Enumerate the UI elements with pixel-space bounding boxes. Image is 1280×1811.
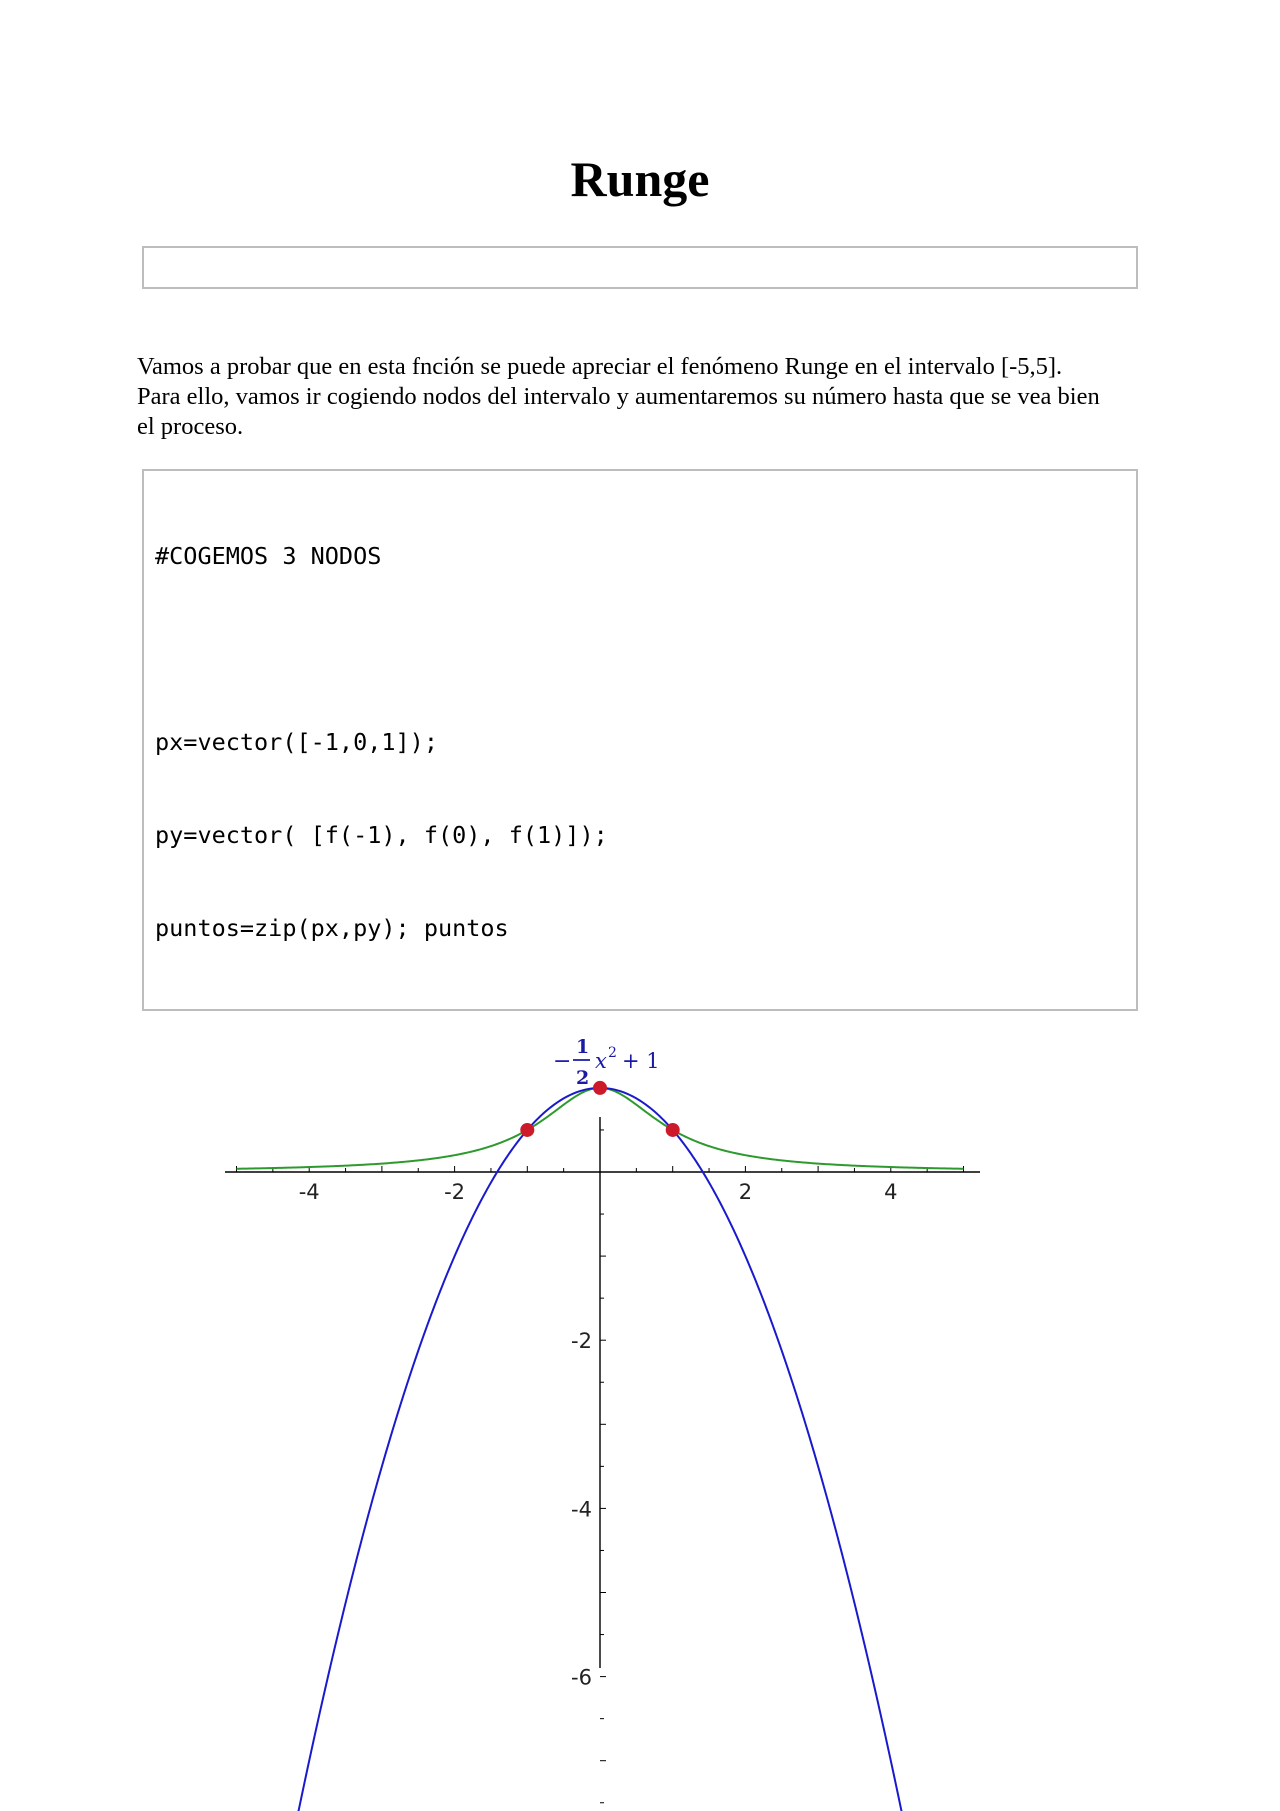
formula-exponent: 2 [608,1045,617,1061]
formula-numerator: 1 [576,1036,590,1058]
x-tick-label: 4 [884,1180,898,1204]
formula-denominator: 2 [576,1067,590,1089]
paragraph-line: Vamos a probar que en esta fnción se puede apreciar el fenómeno Runge en el intervalo [-5,5]. [137,353,1063,380]
paragraph-line: Para ello, vamos ir cogiendo nodos del intervalo y aumentaremos su número hasta que se vea bien [137,383,1100,410]
formula-tail: + 1 [622,1049,660,1073]
code-line: puntos=zip(px,py); puntos [155,914,509,942]
y-tick-label: -6 [571,1665,592,1690]
formula-sign: − [553,1049,572,1074]
code-line: px=vector([-1,0,1]); [155,728,438,756]
y-tick-label: -4 [571,1497,592,1522]
x-tick-label: -2 [444,1180,466,1204]
y-tick-label: -2 [571,1329,592,1354]
paragraph-line: el proceso. [137,413,244,440]
x-tick-label: 2 [738,1180,753,1204]
node-point [666,1123,680,1137]
formula-variable: x [595,1049,607,1073]
code-line: #COGEMOS 3 NODOS [155,542,382,570]
page-title: Runge [570,151,710,207]
node-point [593,1081,607,1095]
code-line: py=vector( [f(-1), f(0), f(1)]); [155,821,608,849]
node-point [520,1123,534,1137]
x-tick-label: -4 [298,1180,320,1204]
